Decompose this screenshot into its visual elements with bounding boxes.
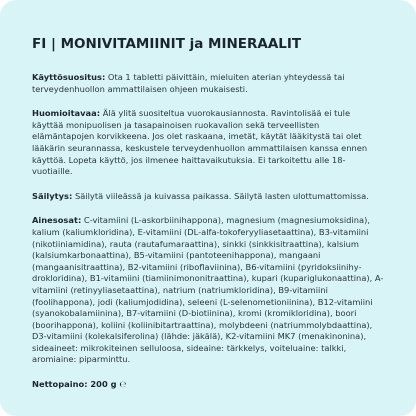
storage-text: Säilytä viileässä ja kuivassa paikassa. Säilytä lasten ulottumattomissa. xyxy=(72,190,369,201)
ingredients-label: Ainesosat: xyxy=(32,215,82,226)
storage-section xyxy=(32,191,384,203)
usage-label: Käyttösuositus: xyxy=(32,72,106,82)
ingredients-section xyxy=(32,215,384,366)
net-weight: Nettopaino: 200 g ℮ xyxy=(32,379,127,390)
usage-section xyxy=(32,72,384,95)
usage-text: Ota 1 tabletti päivittäin, mieluiten aterian yhteydessä tai terveydenhuollon ammattilaisen ohjeen mukaisesti. xyxy=(32,72,345,94)
storage-label: Säilytys: xyxy=(32,190,73,201)
note-text: Älä ylitä suositeltua vuorokausiannosta. Ravintolisää ei tule käyttää monipuolisen ja tasapainoisen ruokavalion sekä terveellisten elämäntapojen korvikkeena. Jos olet raskaana, imetät, käytät lääkitystä tai olet lääkärin seurannassa, keskustele terveydenhuollon ammattilaisen kanssa ennen käyttöä. Lopeta käyttö, jos ilmenee haittavaikutuksia. Ei tarkoitettu alle 18-vuotiaille. xyxy=(32,108,368,177)
note-section xyxy=(32,108,384,178)
note-label: Huomioitavaa: xyxy=(32,108,101,119)
ingredients-text: C-vitamiini (L-askorbiinihappona), magnesium (magnesiumoksidina), kalium (kaliumkloridina), E-vitamiini (DL-alfa-tokoferyyliasetaattina), B3-vitamiini (nikotiiniamidina), rauta (rautafumaraattina), sinkki (sinkkisitraattina), kalsium (kalsiumkarbonaattina), B5-vitamiini (pantoteenihappona), mangaani (mangaanisitraattina), B2-vitamiini (riboflaviinina), B6-vitamiini (pyridoksiinihydrokloridina), B1-vitamiini (tiamiinimononitraattina), kupari (kupariglukonaattina), A-vitamiini (retinyyliasetaattina), natrium (natriumkloridina), B9-vitamiini (foolihappona), jodi (kaliumjodidina), seleeni (L-selenometioniinina), B12-vitamiini (syanokobalamiinina), B7-vitamiini (D-biotiinina), kromi (kromikloridina), boori (boorihappona), koliini (koliinibitartraattina), molybdeeni (natriummolybdaattina), D3-vitamiini (kolekalsiferolina) (lähde: jäkälä), K2-vitamiini MK7 (menakinonina), sideaineet: mikrokiteinen selluloosa, sideaine: tärkkelys, voiteluaine: talkki, aromiaine: piparminttu. xyxy=(32,215,384,365)
page-title: FI | MONIVITAMIINIT ja MINERAALIT xyxy=(32,36,302,52)
